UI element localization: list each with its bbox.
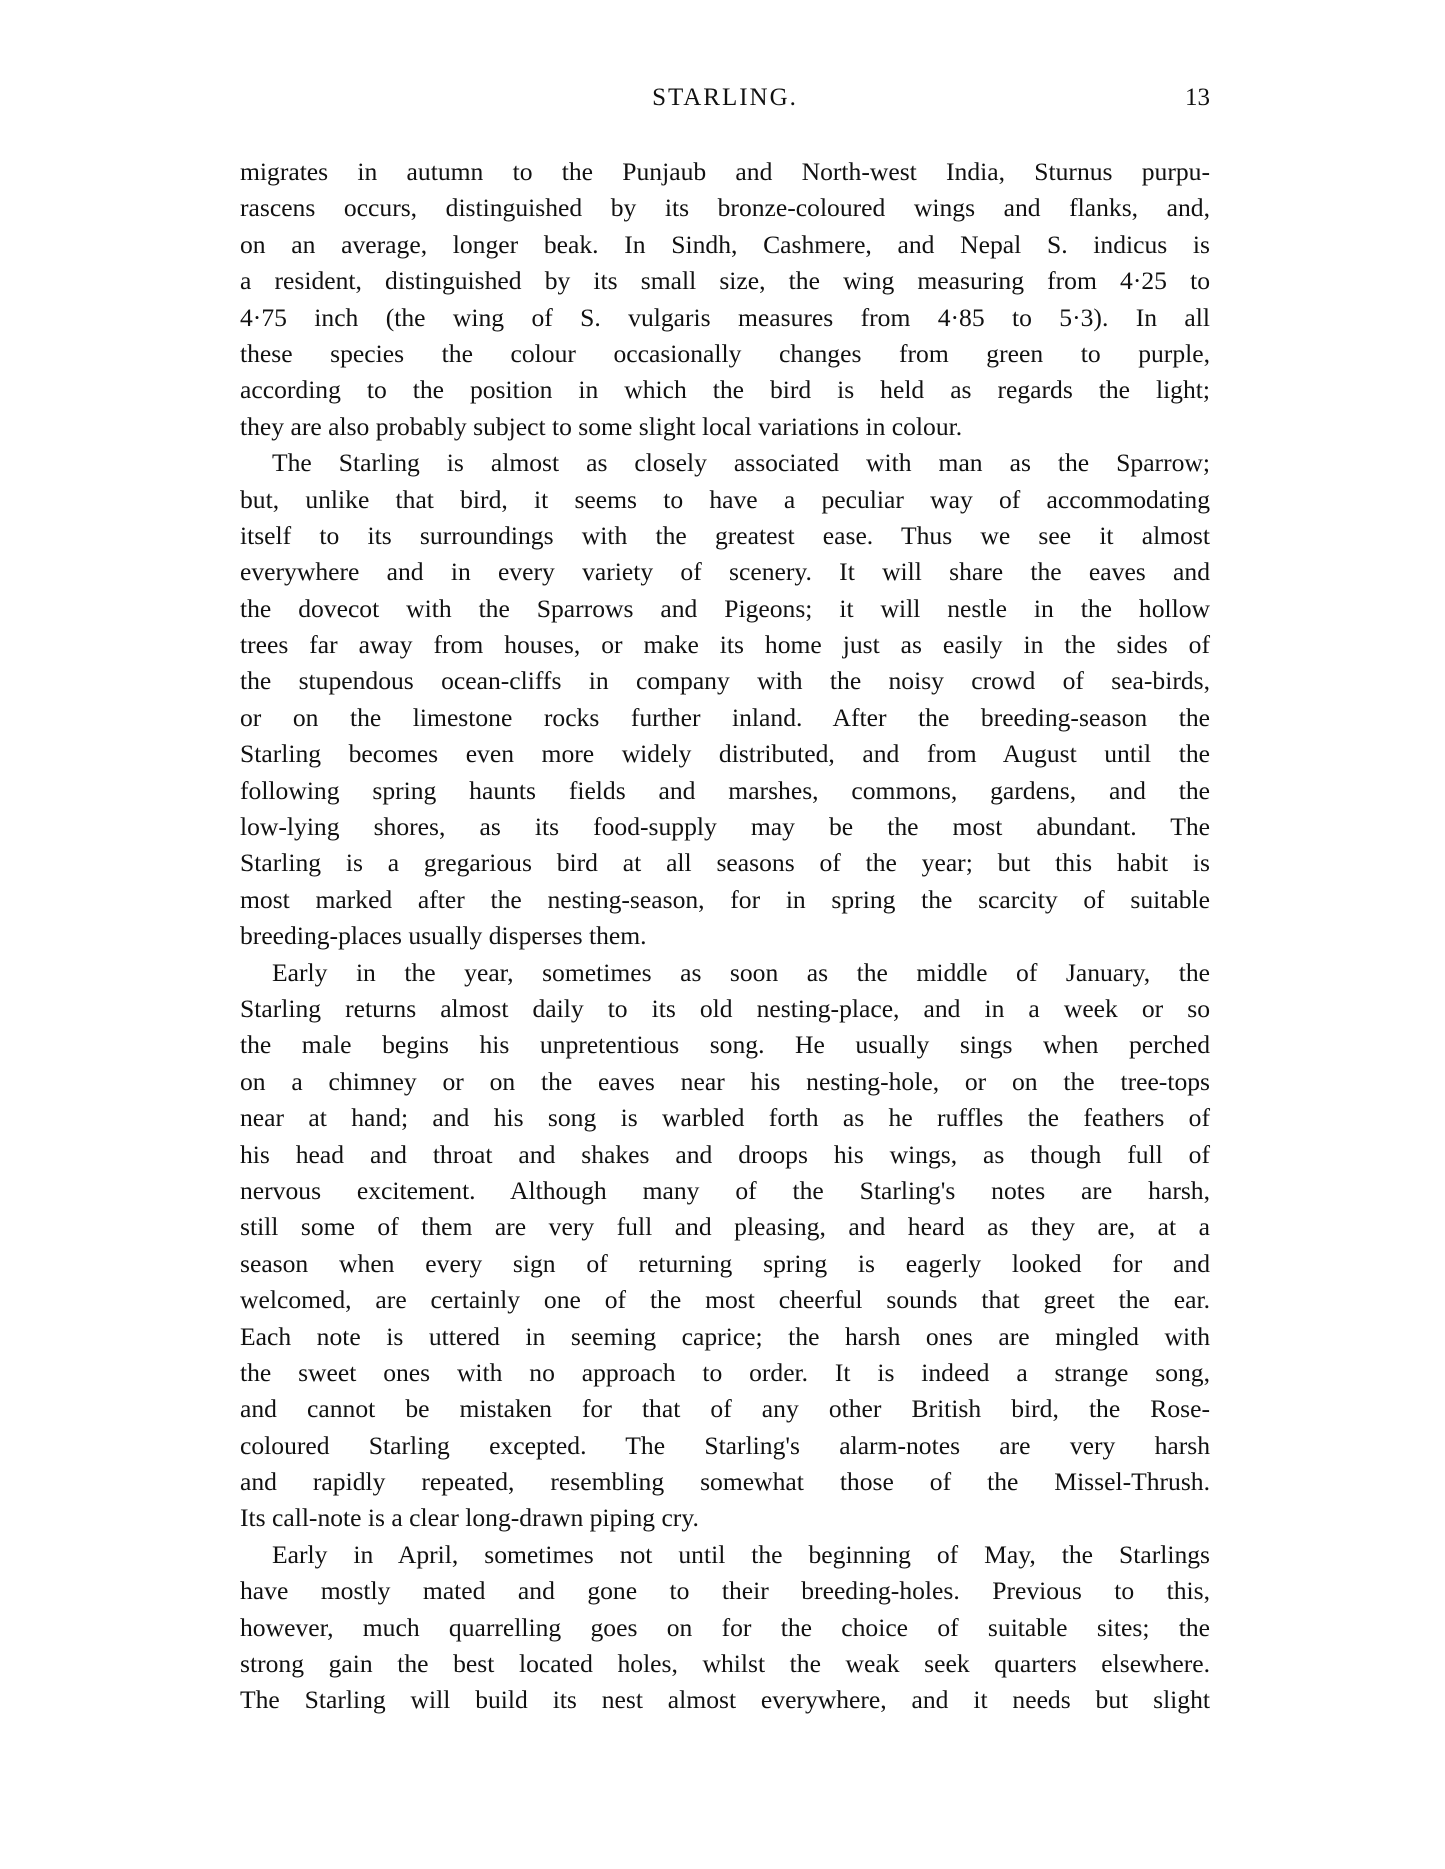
text-line: according to the position in which the bird is held as regards the light;	[240, 375, 1210, 405]
text-line: nervous excitement. Although many of the Starling's notes are harsh,	[240, 1175, 1210, 1205]
text-line: the male begins his unpretentious song. He usually sings when perched	[240, 1030, 1210, 1060]
text-line: Starling is a gregarious bird at all seasons of the year; but this habit is	[240, 848, 1210, 878]
text-line: breeding-places usually disperses them.	[240, 921, 647, 951]
text-line: trees far away from houses, or make its home just as easily in the sides of	[240, 630, 1210, 660]
text-line: Early in April, sometimes not until the beginning of May, the Starlings	[272, 1539, 1210, 1569]
text-line: near at hand; and his song is warbled forth as he ruffles the feathers of	[240, 1103, 1210, 1133]
paragraph-3	[240, 955, 1210, 1537]
text-line: but, unlike that bird, it seems to have a peculiar way of accommodating	[240, 484, 1210, 514]
paragraph-1	[240, 154, 1210, 445]
text-line: a resident, distinguished by its small size, the wing measuring from 4·25 to	[240, 266, 1210, 296]
text-line: however, much quarrelling goes on for the choice of suitable sites; the	[240, 1612, 1210, 1642]
text-line: most marked after the nesting-season, for in spring the scarcity of suitable	[240, 884, 1210, 914]
text-line: everywhere and in every variety of scenery. It will share the eaves and	[240, 557, 1210, 587]
text-line: the sweet ones with no approach to order. It is indeed a strange song,	[240, 1357, 1210, 1387]
text-line: 4·75 inch (the wing of S. vulgaris measures from 4·85 to 5·3). In all	[240, 302, 1210, 332]
text-line: Each note is uttered in seeming caprice; the harsh ones are mingled with	[240, 1321, 1210, 1351]
text-line: season when every sign of returning spring is eagerly looked for and	[240, 1248, 1210, 1278]
text-line: still some of them are very full and pleasing, and heard as they are, at a	[240, 1212, 1210, 1242]
paragraph-4	[240, 1537, 1210, 1719]
text-line: strong gain the best located holes, whilst the weak seek quarters elsewhere.	[240, 1649, 1210, 1679]
text-line: following spring haunts fields and marshes, commons, gardens, and the	[240, 775, 1210, 805]
text-line: The Starling is almost as closely associated with man as the Sparrow;	[272, 448, 1210, 478]
text-line: rascens occurs, distinguished by its bronze-coloured wings and flanks, and,	[240, 193, 1210, 223]
text-line: they are also probably subject to some slight local variations in colour.	[240, 411, 963, 441]
text-line: his head and throat and shakes and droops his wings, as though full of	[240, 1139, 1210, 1169]
text-line: welcomed, are certainly one of the most cheerful sounds that greet the ear.	[240, 1285, 1210, 1315]
text-line: low-lying shores, as its food-supply may be the most abundant. The	[240, 812, 1210, 842]
body-text	[240, 154, 1210, 1719]
text-line: these species the colour occasionally changes from green to purple,	[240, 338, 1210, 368]
text-line: Starling returns almost daily to its old nesting-place, and in a week or so	[240, 993, 1210, 1023]
text-line: and cannot be mistaken for that of any other British bird, the Rose-	[240, 1394, 1210, 1424]
page-header	[240, 84, 1210, 124]
paragraph-2	[240, 445, 1210, 954]
text-line: and rapidly repeated, resembling somewhat those of the Missel-Thrush.	[240, 1467, 1210, 1497]
running-title: STARLING.	[652, 84, 798, 111]
text-line: itself to its surroundings with the greatest ease. Thus we see it almost	[240, 520, 1210, 550]
text-line: Starling becomes even more widely distributed, and from August until the	[240, 739, 1210, 769]
text-line: The Starling will build its nest almost everywhere, and it needs but slight	[240, 1685, 1210, 1715]
text-line: on an average, longer beak. In Sindh, Cashmere, and Nepal S. indicus is	[240, 229, 1210, 259]
text-line: the stupendous ocean-cliffs in company with the noisy crowd of sea-birds,	[240, 666, 1210, 696]
text-line: Early in the year, sometimes as soon as the middle of January, the	[272, 957, 1210, 987]
text-line: or on the limestone rocks further inland. After the breeding-season the	[240, 702, 1210, 732]
text-line: have mostly mated and gone to their breeding-holes. Previous to this,	[240, 1576, 1210, 1606]
text-line: coloured Starling excepted. The Starling's alarm-notes are very harsh	[240, 1430, 1210, 1460]
text-line: Its call-note is a clear long-drawn piping cry.	[240, 1503, 699, 1533]
text-line: the dovecot with the Sparrows and Pigeons; it will nestle in the hollow	[240, 593, 1210, 623]
text-line: on a chimney or on the eaves near his nesting-hole, or on the tree-tops	[240, 1066, 1210, 1096]
text-line: migrates in autumn to the Punjaub and North-west India, Sturnus purpu-	[240, 157, 1210, 186]
page-number: 13	[1185, 84, 1210, 111]
